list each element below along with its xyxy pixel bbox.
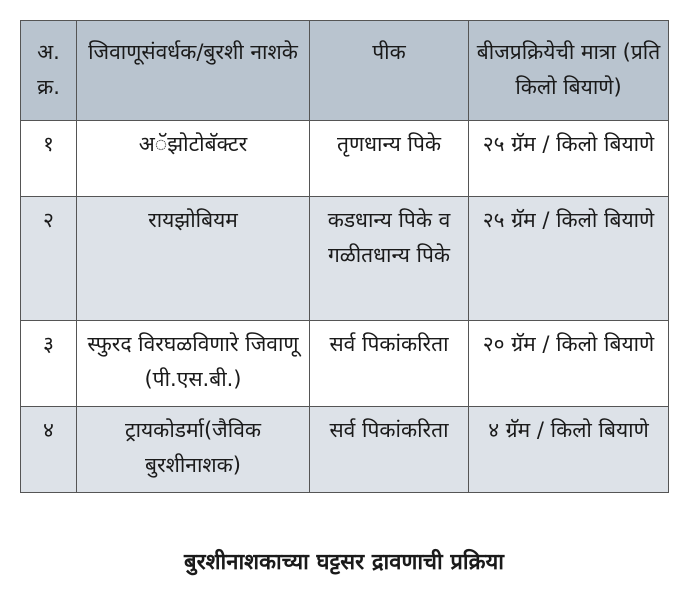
cell-dosage: २५ ग्रॅम / किलो बियाणे	[469, 197, 669, 321]
cell-crop: सर्व पिकांकरिता	[310, 321, 469, 407]
cell-serial: १	[21, 121, 77, 197]
cell-crop: कडधान्य पिके व गळीतधान्य पिके	[310, 197, 469, 321]
table-header-row	[21, 21, 669, 121]
table-row	[21, 121, 669, 197]
cell-agent: स्फुरद विरघळविणारे जिवाणू (पी.एस.बी.)	[77, 321, 310, 407]
cell-crop: तृणधान्य पिके	[310, 121, 469, 197]
seed-treatment-table-container	[20, 20, 668, 493]
cell-agent: अॅझोटोबॅक्टर	[77, 121, 310, 197]
header-dosage: बीजप्रक्रियेची मात्रा (प्रति किलो बियाणे)	[469, 21, 669, 121]
header-crop: पीक	[310, 21, 469, 121]
cell-serial: २	[21, 197, 77, 321]
cell-dosage: २५ ग्रॅम / किलो बियाणे	[469, 121, 669, 197]
table-row	[21, 407, 669, 493]
cell-agent: ट्रायकोडर्मा(जैविक बुरशीनाशक)	[77, 407, 310, 493]
header-serial-number: अ. क्र.	[21, 21, 77, 121]
cell-agent: रायझोबियम	[77, 197, 310, 321]
table-row	[21, 197, 669, 321]
cell-crop: सर्व पिकांकरिता	[310, 407, 469, 493]
seed-treatment-table	[20, 20, 669, 493]
cell-dosage: ४ ग्रॅम / किलो बियाणे	[469, 407, 669, 493]
cell-serial: ३	[21, 321, 77, 407]
table-row	[21, 321, 669, 407]
table-caption: बुरशीनाशकाच्या घट्टसर द्रावणाची प्रक्रिया	[184, 550, 504, 575]
header-biofertilizer-fungicide: जिवाणूसंवर्धक/बुरशी नाशके	[77, 21, 310, 121]
cell-serial: ४	[21, 407, 77, 493]
cell-dosage: २० ग्रॅम / किलो बियाणे	[469, 321, 669, 407]
